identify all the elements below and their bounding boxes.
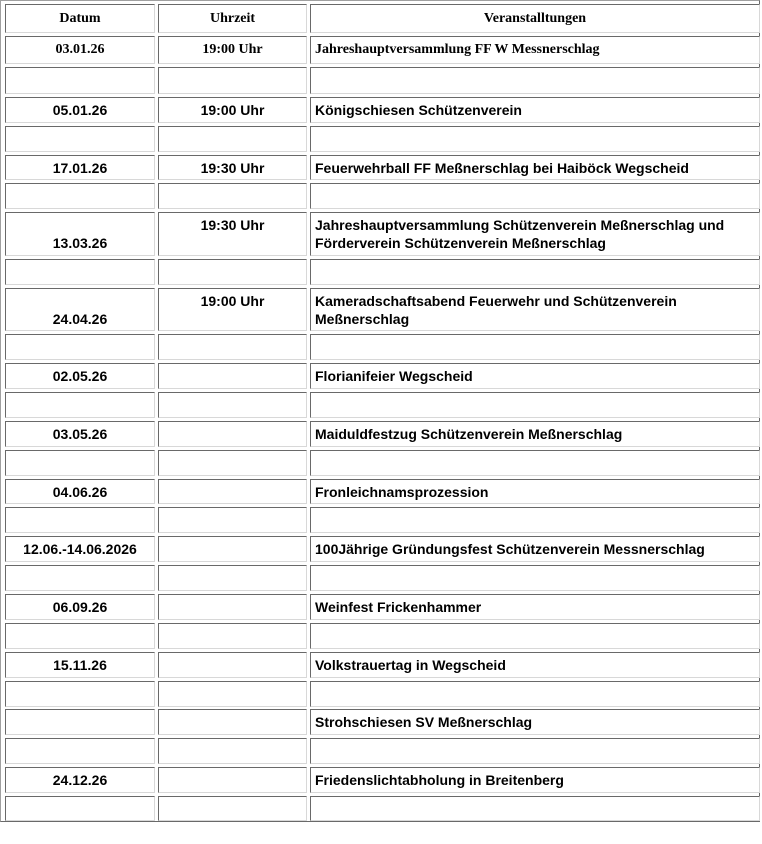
table-row-event: [310, 67, 760, 94]
table-row-time: [158, 796, 307, 821]
table-row-event: [310, 97, 760, 123]
date-text: 17.01.26: [52, 160, 108, 176]
table-row-time: [158, 155, 307, 180]
table-row-event: [310, 36, 760, 64]
date-text: 24.04.26: [52, 311, 108, 327]
date-text: 24.12.26: [52, 772, 108, 788]
event-text: Jahreshauptversammlung FF W Messnerschlag: [315, 42, 600, 57]
table-row-date: [5, 36, 155, 64]
table-row-time: [158, 363, 307, 389]
table-row-time: [158, 450, 307, 476]
table-row-time: [158, 183, 307, 209]
table-row-event: [310, 392, 760, 418]
table-row-event: [310, 623, 760, 649]
table-row-date: [5, 288, 155, 331]
date-text: 15.11.26: [53, 657, 107, 673]
table-row-time: [158, 97, 307, 123]
table-row-time: [158, 479, 307, 504]
date-text: 03.01.26: [55, 42, 105, 57]
event-text: Fronleichnamsprozession: [315, 484, 489, 500]
table-row-event: [310, 421, 760, 447]
table-row-event: [310, 479, 760, 504]
table-row-date: [5, 652, 155, 678]
table-row-date: [5, 67, 155, 94]
table-row-event: [310, 212, 760, 256]
table-row-date: [5, 796, 155, 821]
table-row-date: [5, 450, 155, 476]
table-row-event: [310, 796, 760, 821]
event-text: Jahreshauptversammlung Schützenverein Meßnerschlag und Förderverein Schützenverein Meßnerschlag: [315, 217, 725, 251]
table-row-event: [310, 363, 760, 389]
event-text: Maiduldfestzug Schützenverein Meßnerschlag: [315, 426, 623, 442]
table-row-date: [5, 536, 155, 562]
table-row-event: [310, 507, 760, 533]
table-row-time: [158, 565, 307, 591]
table-row-date: [5, 97, 155, 123]
table-row-event: [310, 738, 760, 764]
table-row-time: [158, 212, 307, 256]
table-row-event: [310, 183, 760, 209]
table-row-event: [310, 536, 760, 562]
table-row-event: [310, 652, 760, 678]
time-text: 19:00 Uhr: [202, 42, 263, 57]
table-row-date: [5, 126, 155, 152]
table-row-date: [5, 623, 155, 649]
table-row-time: [158, 334, 307, 360]
table-row-event: [310, 681, 760, 707]
date-text: 02.05.26: [52, 368, 108, 384]
table-row-time: [158, 36, 307, 64]
event-text: Weinfest Frickenhammer: [315, 599, 482, 615]
table-row-event: [310, 334, 760, 360]
table-row-time: [158, 536, 307, 562]
table-row-time: [158, 507, 307, 533]
date-text: 04.06.26: [52, 484, 108, 500]
table-row-event: [310, 450, 760, 476]
table-row-date: [5, 565, 155, 591]
table-row-event: [310, 709, 760, 735]
date-text: 12.06.-14.06.2026: [23, 541, 137, 557]
table-row-event: [310, 767, 760, 793]
date-text: 05.01.26: [52, 102, 108, 118]
header-event: Veranstalltungen: [310, 4, 760, 33]
table-row-date: [5, 479, 155, 504]
table-row-date: [5, 767, 155, 793]
table-row-date: [5, 334, 155, 360]
table-row-time: [158, 738, 307, 764]
table-row-time: [158, 623, 307, 649]
event-text: Florianifeier Wegscheid: [315, 368, 473, 384]
table-row-time: [158, 767, 307, 793]
time-text: 19:00 Uhr: [200, 293, 265, 309]
table-row-date: [5, 709, 155, 735]
table-row-event: [310, 288, 760, 331]
table-row-time: [158, 67, 307, 94]
event-text: Feuerwehrball FF Meßnerschlag bei Haiböck Wegscheid: [315, 160, 689, 176]
table-row-event: [310, 126, 760, 152]
event-text: Friedenslichtabholung in Breitenberg: [315, 772, 564, 788]
table-row-date: [5, 155, 155, 180]
time-text: 19:30 Uhr: [200, 217, 265, 233]
table-row-event: [310, 565, 760, 591]
table-row-event: [310, 259, 760, 285]
table-row-time: [158, 392, 307, 418]
table-row-date: [5, 681, 155, 707]
table-row-date: [5, 594, 155, 620]
event-text: 100Jährige Gründungsfest Schützenverein Messnerschlag: [315, 541, 705, 557]
table-row-date: [5, 507, 155, 533]
event-text: Kameradschaftsabend Feuerwehr und Schützenverein Meßnerschlag: [315, 293, 677, 327]
table-row-time: [158, 594, 307, 620]
date-text: 13.03.26: [52, 235, 108, 251]
header-date: Datum: [5, 4, 155, 33]
date-text: 03.05.26: [52, 426, 108, 442]
table-row-time: [158, 681, 307, 707]
event-text: Königschiesen Schützenverein: [315, 102, 522, 118]
table-row-time: [158, 709, 307, 735]
table-row-date: [5, 259, 155, 285]
event-text: Volkstrauertag in Wegscheid: [315, 657, 506, 673]
table-row-time: [158, 126, 307, 152]
time-text: 19:00 Uhr: [200, 102, 265, 118]
table-row-time: [158, 652, 307, 678]
table-row-event: [310, 155, 760, 180]
time-text: 19:30 Uhr: [200, 160, 265, 176]
date-text: 06.09.26: [52, 599, 108, 615]
table-row-date: [5, 392, 155, 418]
table-row-date: [5, 421, 155, 447]
table-row-date: [5, 212, 155, 256]
header-time: Uhrzeit: [158, 4, 307, 33]
table-row-date: [5, 183, 155, 209]
event-text: Strohschiesen SV Meßnerschlag: [315, 714, 533, 730]
table-row-date: [5, 738, 155, 764]
table-row-date: [5, 363, 155, 389]
table-row-time: [158, 259, 307, 285]
table-row-time: [158, 421, 307, 447]
table-row-event: [310, 594, 760, 620]
table-row-time: [158, 288, 307, 331]
